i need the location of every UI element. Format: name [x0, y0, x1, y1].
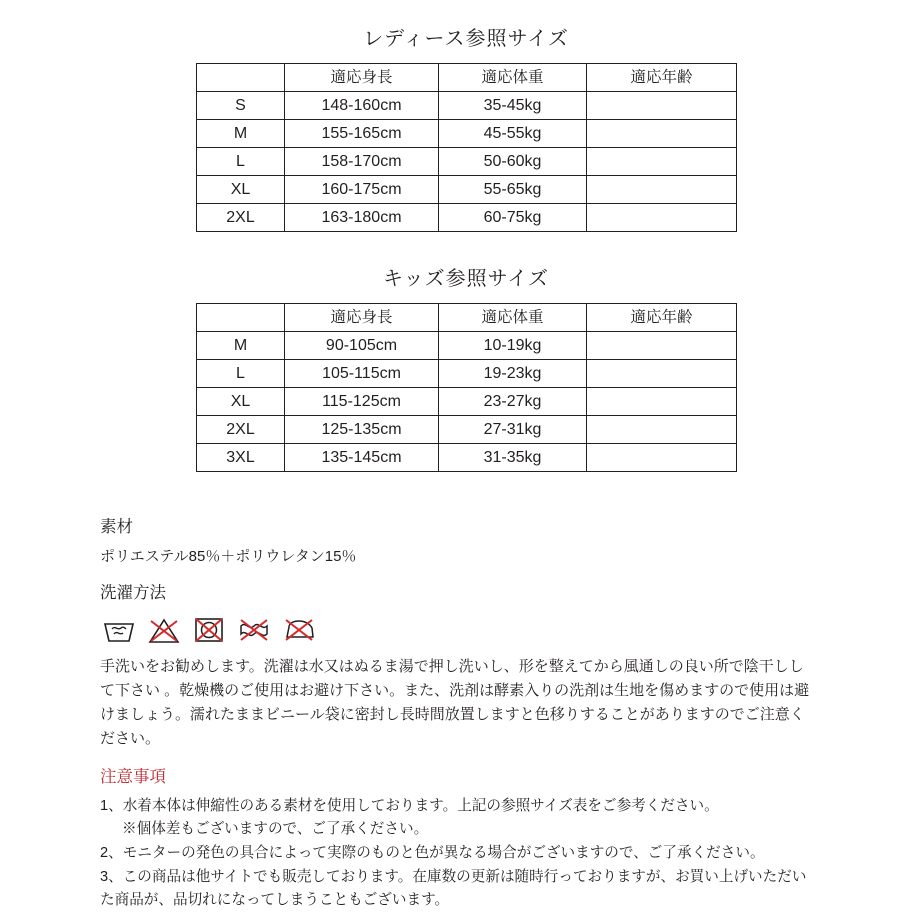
- table-row: [197, 444, 737, 472]
- cell-age: [587, 92, 737, 120]
- caution-item-2: 2、モニターの発色の具合によって実際のものと色が異なる場合がございますので、ご了承ください。: [100, 844, 765, 861]
- cell-height: 148-160cm: [285, 92, 439, 120]
- cell-size: 3XL: [197, 444, 285, 472]
- cell-height: 155-165cm: [285, 120, 439, 148]
- column-header-height: 適応身長: [285, 64, 439, 92]
- cell-weight: 35-45kg: [439, 92, 587, 120]
- cell-size: M: [197, 120, 285, 148]
- cell-height: 158-170cm: [285, 148, 439, 176]
- table-header-row: [197, 64, 737, 92]
- cell-height: 105-115cm: [285, 360, 439, 388]
- table-header-row: [197, 304, 737, 332]
- column-header-size: [197, 64, 285, 92]
- kids-size-section: [196, 262, 736, 472]
- material-value: ポリエステル85％＋ポリウレタン15％: [100, 547, 357, 565]
- cell-size: L: [197, 360, 285, 388]
- table-row: [197, 120, 737, 148]
- cell-size: 2XL: [197, 204, 285, 232]
- column-header-age: 適応年齢: [587, 64, 737, 92]
- column-header-size: [197, 304, 285, 332]
- caution-item-3: 3、この商品は他サイトでも販売しております。在庫数の更新は随時行っておりますが、お買い上げいただいた商品が、品切れになってしまうこともございます。: [100, 868, 807, 909]
- cell-weight: 19-23kg: [439, 360, 587, 388]
- product-info-section: [100, 518, 810, 913]
- cell-height: 125-135cm: [285, 416, 439, 444]
- cell-size: XL: [197, 176, 285, 204]
- table-row: [197, 204, 737, 232]
- wash-care-icons: [102, 611, 810, 645]
- cell-age: [587, 204, 737, 232]
- cell-weight: 23-27kg: [439, 388, 587, 416]
- cell-height: 115-125cm: [285, 388, 439, 416]
- table-row: [197, 92, 737, 120]
- column-header-height: 適応身長: [285, 304, 439, 332]
- cell-height: 135-145cm: [285, 444, 439, 472]
- no-iron-icon: [282, 615, 316, 645]
- cell-age: [587, 444, 737, 472]
- kids-size-table: [196, 303, 737, 472]
- cell-size: 2XL: [197, 416, 285, 444]
- no-tumble-dry-icon: [192, 615, 226, 645]
- cell-size: S: [197, 92, 285, 120]
- cell-height: 163-180cm: [285, 204, 439, 232]
- ladies-size-table: [196, 63, 737, 232]
- caution-section: [100, 768, 810, 913]
- cell-size: XL: [197, 388, 285, 416]
- ladies-size-section: [196, 22, 736, 232]
- table-row: [197, 176, 737, 204]
- no-wring-icon: [237, 615, 271, 645]
- cell-weight: 50-60kg: [439, 148, 587, 176]
- cell-size: L: [197, 148, 285, 176]
- table-row: [197, 148, 737, 176]
- cell-weight: 60-75kg: [439, 204, 587, 232]
- cell-age: [587, 148, 737, 176]
- table-row: [197, 360, 737, 388]
- cell-age: [587, 332, 737, 360]
- table-row: [197, 388, 737, 416]
- column-header-age: 適応年齢: [587, 304, 737, 332]
- cell-age: [587, 388, 737, 416]
- table-row: [197, 416, 737, 444]
- hand-wash-icon: [102, 615, 136, 645]
- kids-table-title: キッズ参照サイズ: [383, 268, 549, 290]
- wash-heading: 洗濯方法: [100, 583, 166, 602]
- cell-weight: 10-19kg: [439, 332, 587, 360]
- ladies-table-title: レディース参照サイズ: [363, 28, 569, 50]
- wash-instructions-text: 手洗いをお勧めします。洗濯は水又はぬるま湯で押し洗いし、形を整えてから風通しの良い所で陰干しして下さい 。乾燥機のご使用はお避け下さい。また、洗剤は酵素入りの洗剤は生地を傷めますので使用は避けましょう。濡れたままビニール袋に密封し長時間放置しますと色移りすることがありますのでご注意ください。: [100, 657, 810, 748]
- cell-weight: 55-65kg: [439, 176, 587, 204]
- cell-weight: 27-31kg: [439, 416, 587, 444]
- cell-weight: 31-35kg: [439, 444, 587, 472]
- cell-age: [587, 360, 737, 388]
- caution-subnote-1: ※個体差もございますので、ご了承ください。: [122, 821, 429, 838]
- cell-height: 160-175cm: [285, 176, 439, 204]
- cell-height: 90-105cm: [285, 332, 439, 360]
- cell-age: [587, 120, 737, 148]
- column-header-weight: 適応体重: [439, 304, 587, 332]
- caution-item-1: 1、水着本体は伸縮性のある素材を使用しております。上記の参照サイズ表をご参考ください。: [100, 797, 719, 814]
- material-heading: 素材: [100, 518, 133, 536]
- table-row: [197, 332, 737, 360]
- cell-size: M: [197, 332, 285, 360]
- caution-heading: 注意事項: [100, 767, 166, 786]
- no-bleach-icon: [147, 615, 181, 645]
- cell-age: [587, 176, 737, 204]
- cell-age: [587, 416, 737, 444]
- column-header-weight: 適応体重: [439, 64, 587, 92]
- cell-weight: 45-55kg: [439, 120, 587, 148]
